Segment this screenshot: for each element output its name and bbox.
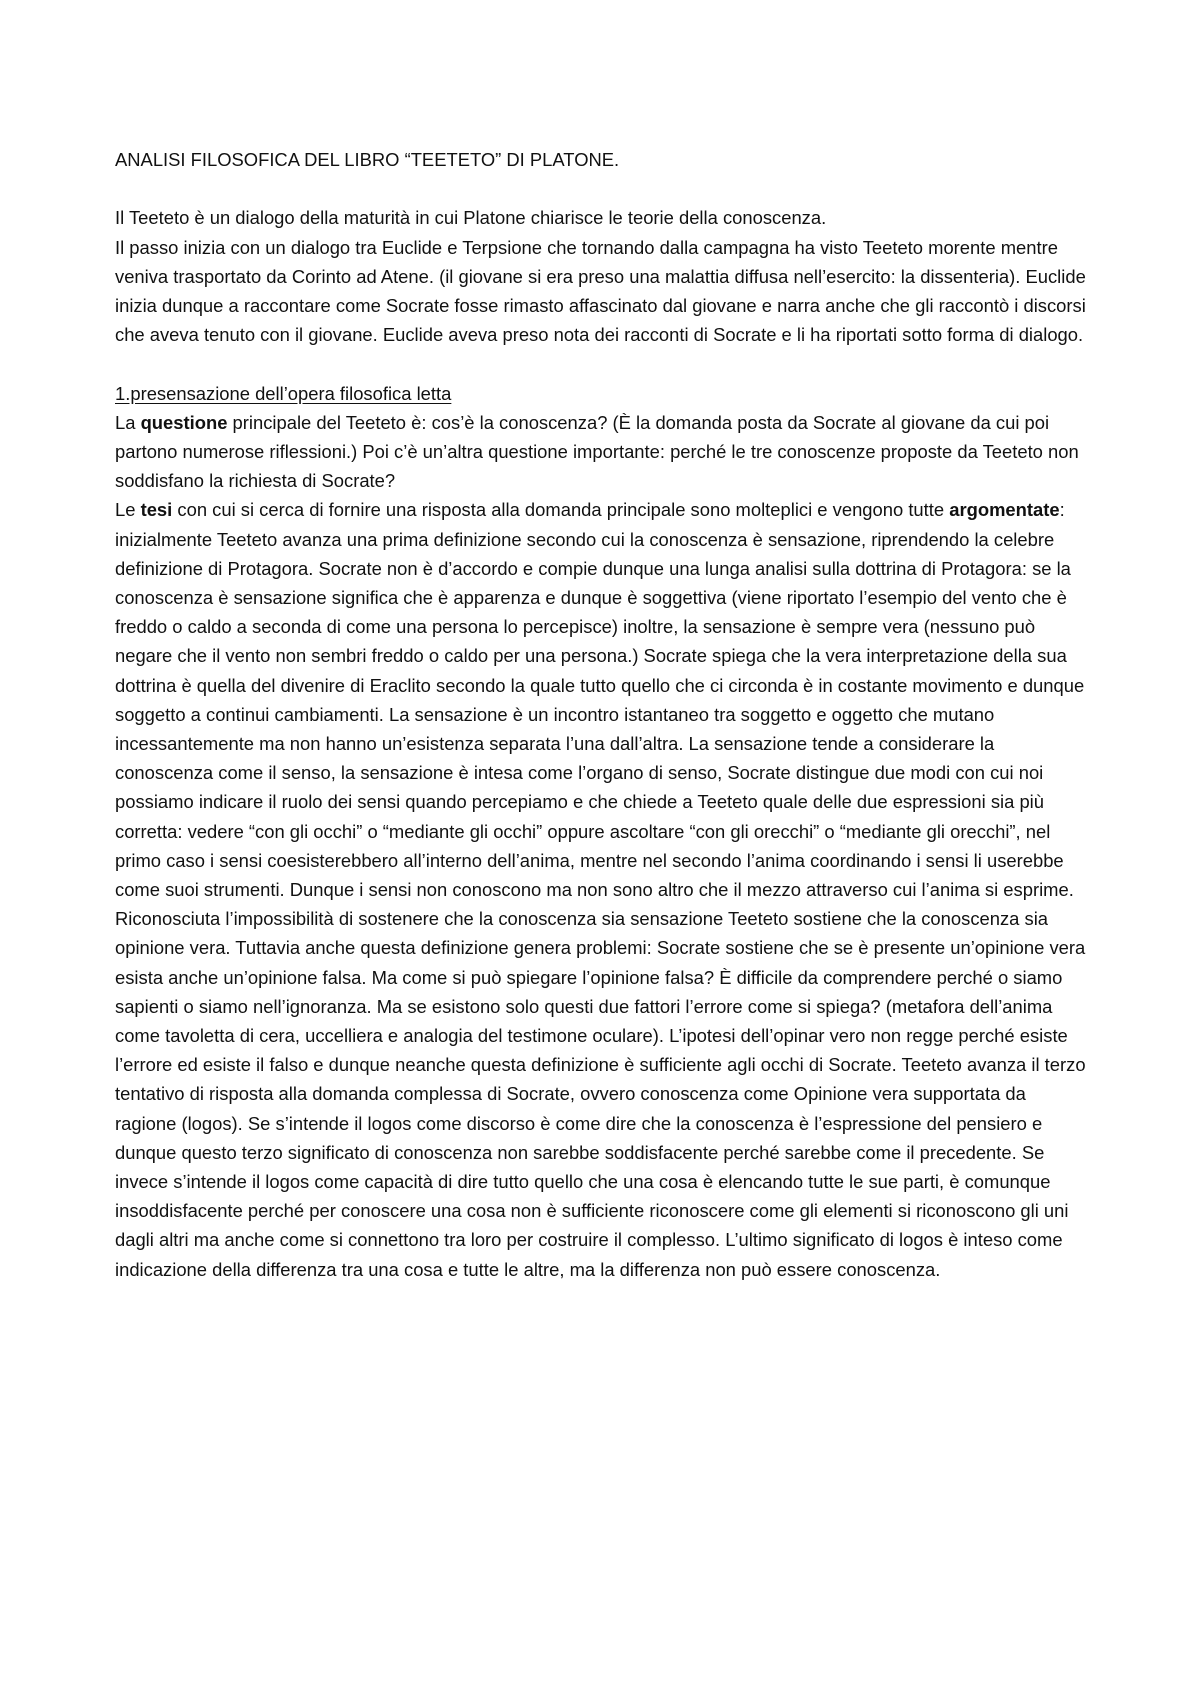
bold-term-questione: questione xyxy=(140,411,228,433)
section-paragraph-thesis xyxy=(115,495,1090,1283)
text-span: con cui si cerca di fornire una risposta alla domanda principale sono molteplici e vengono tutte xyxy=(172,499,950,521)
bold-term-tesi: tesi xyxy=(140,499,173,521)
blank-line xyxy=(115,349,1090,378)
section-paragraph-question xyxy=(115,408,1090,496)
section-heading: 1.presensazione dell’opera filosofica letta xyxy=(115,382,452,404)
text-span: principale del Teeteto è: cos’è la conoscenza? (È la domanda posta da Socrate al giovane da cui poi partono numerose riflessioni.) Poi c’è un’altra questione importante: perché le tre conoscenze proposte da Teeteto non soddisfano la richiesta di Socrate? xyxy=(115,411,1079,492)
blank-line xyxy=(115,174,1090,203)
document-page xyxy=(115,145,1090,1284)
text-span: : inizialmente Teeteto avanza una prima definizione secondo cui la conoscenza è sensazione, riprendendo la celebre definizione di Protagora. Socrate non è d’accordo e compie dunque una lunga analisi sulla dottrina di Protagora: se la conoscenza è sensazione significa che è apparenza e dunque è soggettiva (viene riportato l’esempio del vento che è freddo o caldo a seconda di come una persona lo percepisce) inoltre, la sensazione è sempre vera (nessuno può negare che il vento non sembri freddo o caldo per una persona.) Socrate spiega che la vera interpretazione della sua dottrina è quella del divenire di Eraclito secondo la quale tutto quello che ci circonda è in costante movimento e dunque soggetto a continui cambiamenti. La sensazione è un incontro istantaneo tra soggetto e oggetto che mutano incessantemente ma non hanno un’esistenza separata l’una dall’altra. La sensazione tende a considerare la conoscenza come il senso, la sensazione è intesa come l’organo di senso, Socrate distingue due modi con cui noi possiamo indicare il ruolo dei sensi quando percepiamo e che chiede a Teeteto quale delle due espressioni sia più corretta: vedere “con gli occhi” o “mediante gli occhi” oppure ascoltare “con gli orecchi” o “mediante gli orecchi”, nel primo caso i sensi coesisterebbero all’interno dell’anima, mentre nel secondo l’anima coordinando i sensi li userebbe come suoi strumenti. Dunque i sensi non conoscono ma non sono altro che il mezzo attraverso cui l’anima si esprime. Riconosciuta l’impossibilità di sostenere che la conoscenza sia sensazione Teeteto sostiene che la conoscenza sia opinione vera. Tuttavia anche questa definizione genera problemi: Socrate sostiene che se è presente un’opinione vera esista anche un’opinione falsa. Ma come si può spiegare l’opinione falsa? È difficile da comprendere perché o siamo sapienti o siamo nell’ignoranza. Ma se esistono solo questi due fattori l’errore come si spiega? (metafora dell’anima come tavoletta di cera, uccelliera e analogia del testimone oculare). L’ipotesi dell’opinar vero non regge perché esiste l’errore ed esiste il falso e dunque neanche questa definizione è sufficiente agli occhi di Socrate. Teeteto avanza il terzo tentativo di risposta alla domanda complessa di Socrate, ovvero conoscenza come Opinione vera supportata da ragione (logos). Se s’intende il logos come discorso è come dire che la conoscenza è l’espressione del pensiero e dunque questo terzo significato di conoscenza non sarebbe soddisfacente perché sarebbe come il precedente. Se invece s’intende il logos come capacità di dire tutto quello che una cosa è elencando tutte le sue parti, è comunque insoddisfacente perché per conoscere una cosa non è sufficiente riconoscere come gli elementi si riconoscono gli uni dagli altri ma anche come si connettono tra loro per costruire il complesso. L’ultimo significato di logos è inteso come indicazione della differenza tra una cosa e tutte le altre, ma la differenza non può essere conoscenza. xyxy=(115,499,1086,1280)
document-title: ANALISI FILOSOFICA DEL LIBRO “TEETETO” DI PLATONE. xyxy=(115,149,620,170)
bold-term-argomentate: argomentate xyxy=(949,499,1060,521)
text-span: Le xyxy=(115,499,141,521)
intro-line-1: Il Teeteto è un dialogo della maturità in cui Platone chiarisce le teorie della conoscenza. xyxy=(115,207,827,229)
text-span: La xyxy=(115,411,141,433)
intro-paragraph: Il passo inizia con un dialogo tra Euclide e Terpsione che tornando dalla campagna ha visto Teeteto morente mentre veniva trasportato da Corinto ad Atene. (il giovane si era preso una malattia diffusa nell’esercito: la dissenteria). Euclide inizia dunque a raccontare come Socrate fosse rimasto affascinato dal giovane e narra anche che gli raccontò i discorsi che aveva tenuto con il giovane. Euclide aveva preso nota dei racconti di Socrate e li ha riportati sotto forma di dialogo. xyxy=(115,236,1086,346)
